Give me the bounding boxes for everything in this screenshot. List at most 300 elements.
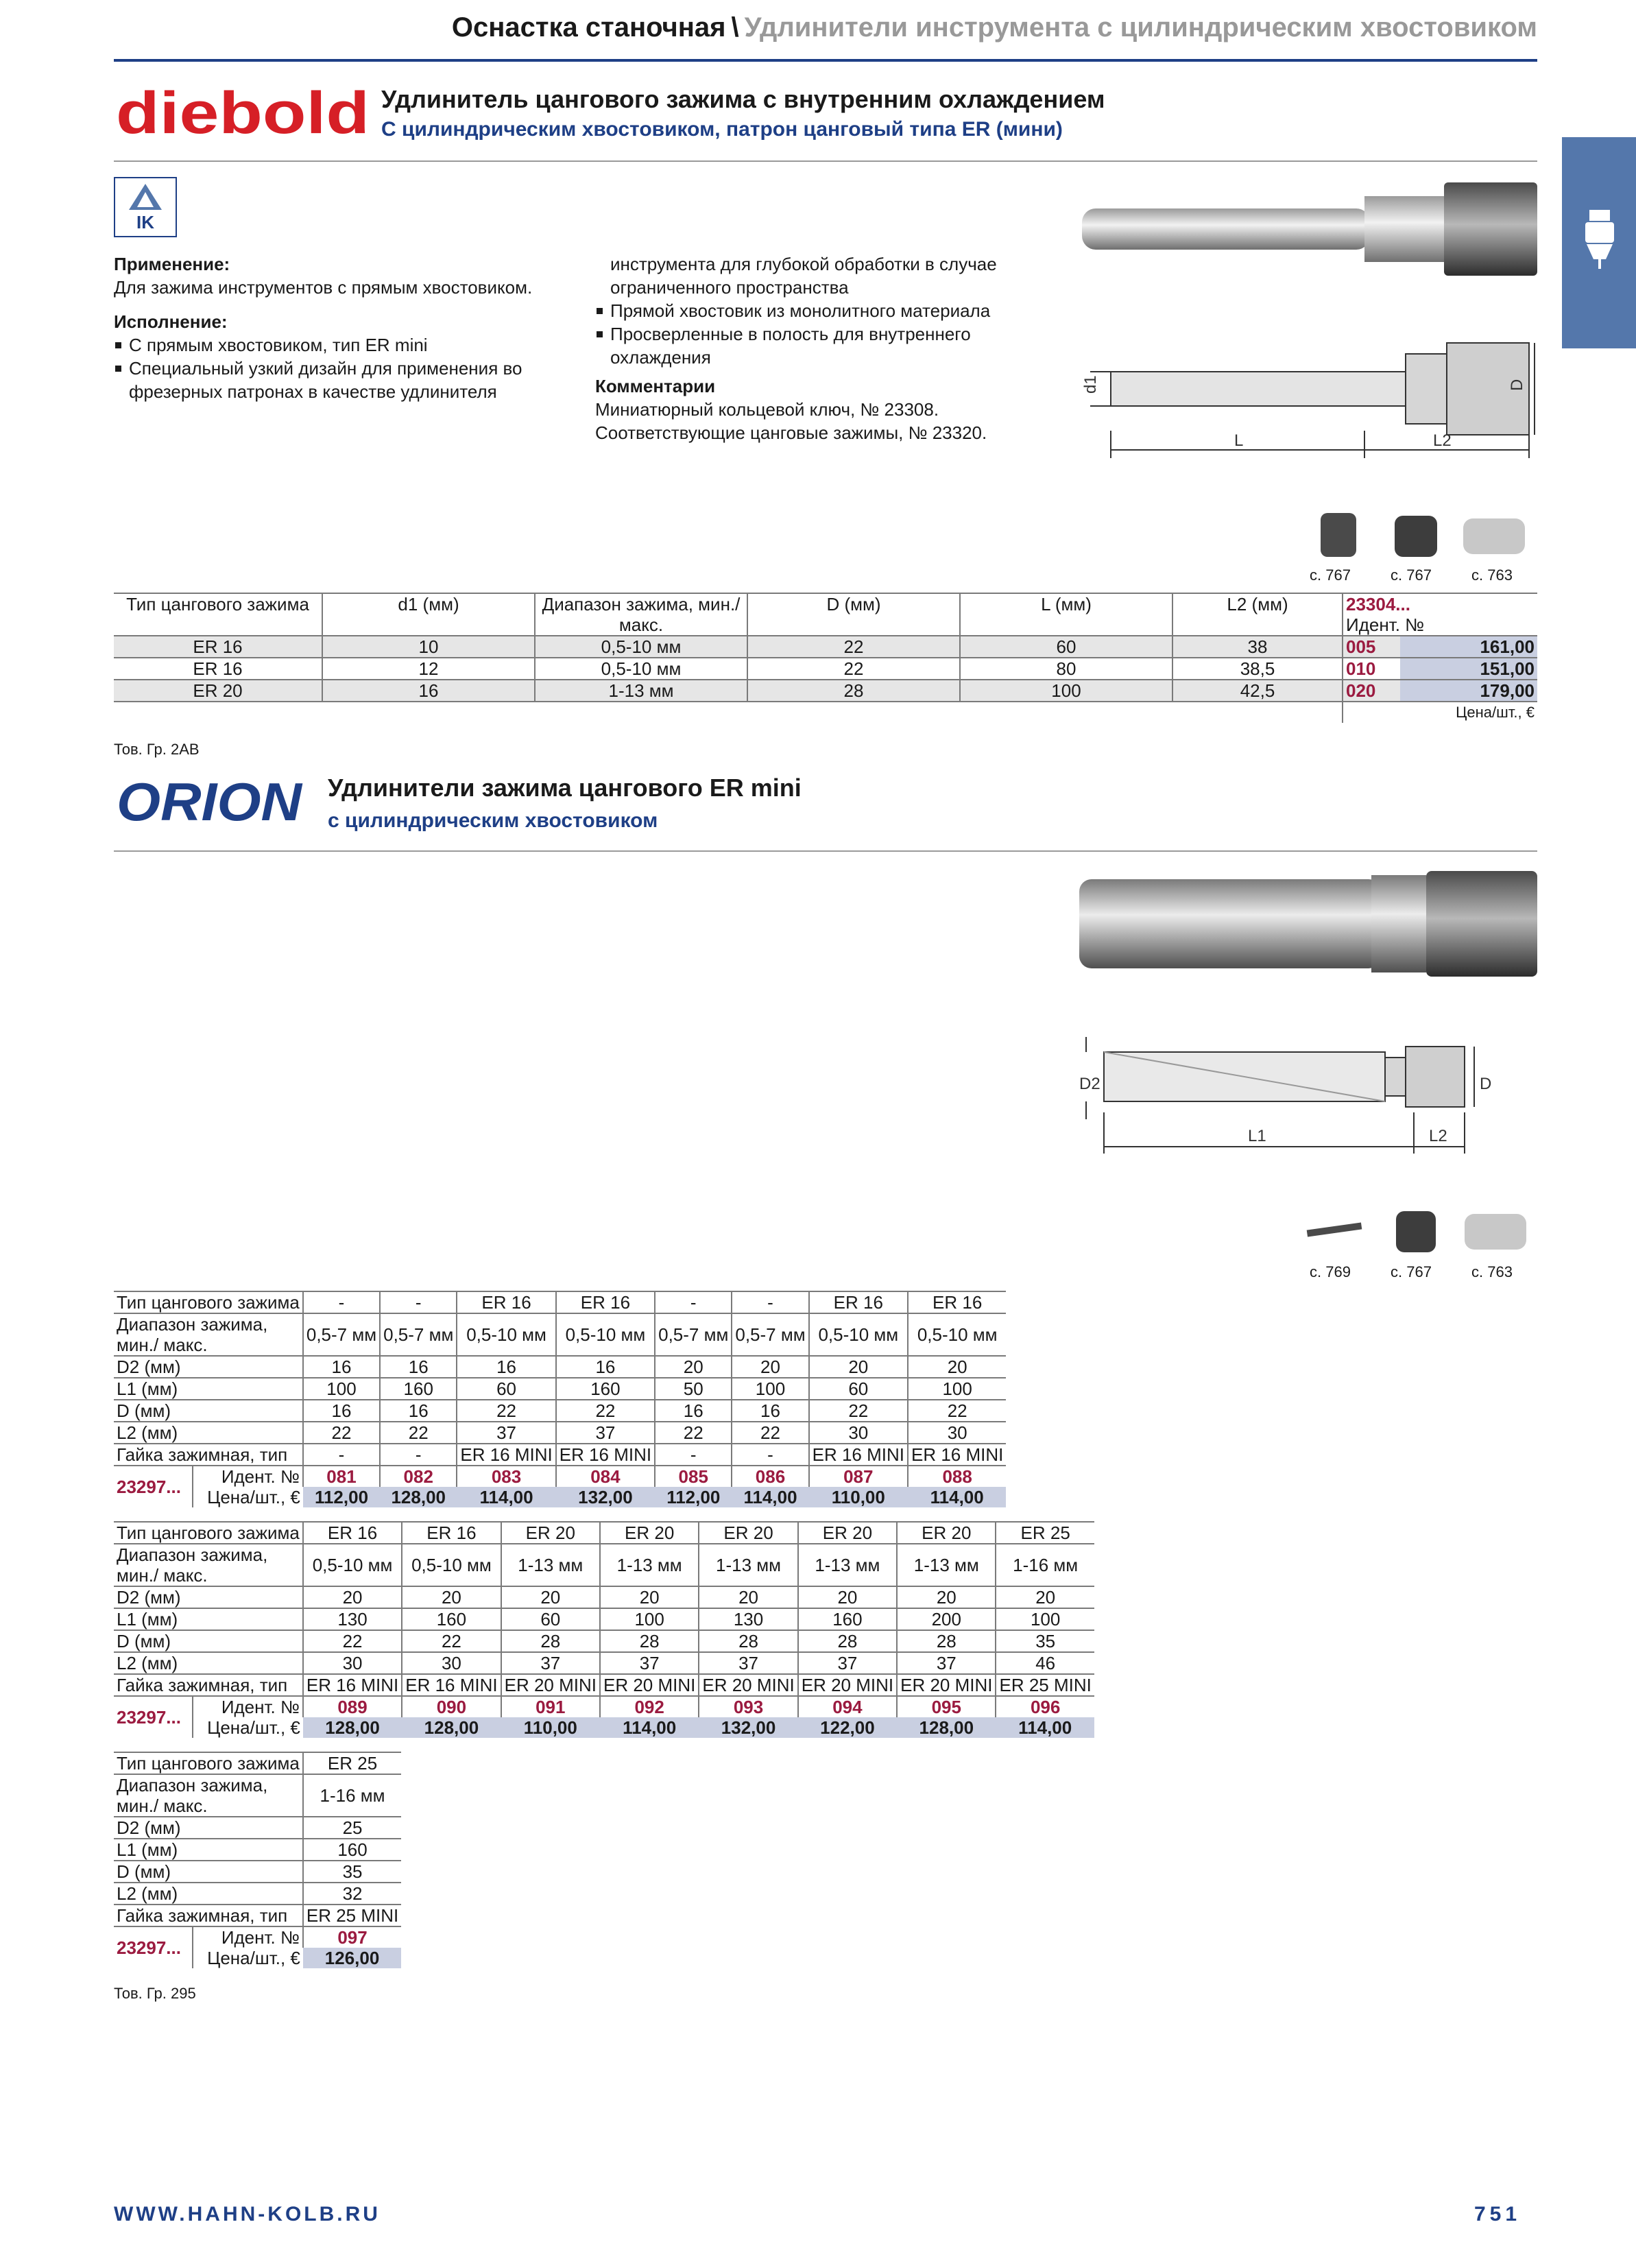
price: 114,00 (996, 1717, 1094, 1738)
dim-L2-label: L2 (1433, 431, 1452, 450)
diebold-product-drawings (1076, 170, 1537, 465)
ident-number[interactable]: 082 (380, 1466, 457, 1487)
cell-L2: 38 (1172, 636, 1343, 658)
price: 128,00 (380, 1487, 457, 1507)
table-row (114, 1883, 401, 1905)
table-row (114, 1400, 1006, 1422)
ident-number[interactable]: 095 (897, 1696, 996, 1717)
price: 151,00 (1400, 658, 1537, 680)
cell-range: 0,5-10 мм (809, 1313, 908, 1356)
cell-type: ER 25 (303, 1752, 401, 1774)
cell-l1: 60 (457, 1378, 555, 1400)
product-group: Тов. Гр. 295 (114, 1985, 196, 2002)
cell-l2: 37 (457, 1422, 555, 1444)
cell-d2: 25 (303, 1817, 401, 1839)
table-row (114, 1422, 1006, 1444)
price: 126,00 (303, 1948, 401, 1968)
dim-D-label: D (1508, 379, 1526, 391)
table-row (114, 1674, 1094, 1696)
orion-subtitle: с цилиндрическим хвостовиком (328, 809, 658, 832)
article-number: 23297... (117, 1477, 181, 1497)
cell-nut: ER 16 MINI (457, 1444, 555, 1466)
header-rule (114, 59, 1537, 62)
price: 114,00 (732, 1487, 808, 1507)
cell-d: 22 (402, 1630, 501, 1652)
cell-l2: 30 (402, 1652, 501, 1674)
cell-l1: 160 (303, 1839, 401, 1861)
row-label: Гайка зажимная, тип (117, 1905, 288, 1926)
cell-l2: 32 (303, 1883, 401, 1905)
dim-D-label: D (1480, 1075, 1492, 1093)
cell-nut: - (732, 1444, 808, 1466)
cell-range: 1-13 мм (699, 1544, 797, 1586)
cell-l1: 100 (600, 1608, 699, 1630)
cell-range: 0,5-7 мм (655, 1313, 732, 1356)
cell-nut: - (303, 1444, 380, 1466)
cell-L: 100 (960, 680, 1172, 702)
cell-l2: 37 (897, 1652, 996, 1674)
accessory-ref[interactable]: с. 769 (1310, 1263, 1351, 1280)
row-label: Гайка зажимная, тип (117, 1675, 288, 1695)
ident-label: Идент. № (193, 1926, 303, 1948)
svg-text:diebold: diebold (116, 89, 370, 140)
orion-table (114, 1291, 1006, 1507)
ident-number[interactable]: 010 (1343, 658, 1400, 680)
table-row (114, 1522, 1094, 1544)
cell-d2: 20 (600, 1586, 699, 1608)
cell-d: 28 (798, 1630, 897, 1652)
ident-row (114, 1926, 401, 1948)
col-header: L (мм) (960, 593, 1172, 636)
execution-item: Специальный узкий дизайн для применения во фрезерных патронах в качестве удлинителя (114, 357, 580, 403)
table-row (114, 680, 1537, 702)
table-row (114, 1774, 401, 1817)
col-header: Тип цангового зажима (126, 594, 309, 614)
cell-nut: ER 25 MINI (303, 1905, 401, 1926)
cell-l1: 100 (908, 1378, 1006, 1400)
row-label: L2 (мм) (117, 1653, 178, 1673)
dim-L1-label: L1 (1248, 1127, 1266, 1145)
cell-range: 0,5-10 мм (535, 636, 747, 658)
cell-nut: ER 25 MINI (996, 1674, 1094, 1696)
ident-row (114, 1466, 1006, 1487)
ik-label: IK (136, 212, 154, 232)
header-section: Оснастка станочная (451, 12, 726, 43)
cell-l2: 37 (556, 1422, 655, 1444)
cell-d2: 20 (303, 1586, 402, 1608)
cell-d2: 16 (457, 1356, 555, 1378)
cell-d2: 16 (556, 1356, 655, 1378)
price-row (114, 1487, 1006, 1507)
price: 128,00 (303, 1717, 402, 1738)
cell-range: 1-16 мм (303, 1774, 401, 1817)
cell-l1: 60 (809, 1378, 908, 1400)
diebold-title: Удлинитель цангового зажима с внутренним охлаждением (381, 85, 1105, 113)
row-label: L2 (мм) (117, 1883, 178, 1904)
cell-range: 0,5-7 мм (732, 1313, 808, 1356)
cell-d: 16 (732, 1400, 808, 1422)
application-text: Для зажима инструментов с прямым хвостовиком. (114, 277, 533, 298)
cell-d2: 20 (699, 1586, 797, 1608)
cell-d: 22 (457, 1400, 555, 1422)
price: 110,00 (809, 1487, 908, 1507)
cell-d2: 20 (798, 1586, 897, 1608)
wrench-icon[interactable] (1307, 1222, 1362, 1237)
cell-l1: 160 (380, 1378, 457, 1400)
ident-number[interactable]: 085 (655, 1466, 732, 1487)
cell-range: 0,5-7 мм (380, 1313, 457, 1356)
orion-table (114, 1752, 401, 1968)
cell-d2: 20 (996, 1586, 1094, 1608)
cell-d1: 12 (322, 658, 535, 680)
cell-type: ER 16 (303, 1522, 402, 1544)
page-number: 751 (1474, 2203, 1521, 2225)
cell-nut: ER 16 MINI (908, 1444, 1006, 1466)
cell-range: 0,5-10 мм (457, 1313, 555, 1356)
ident-number[interactable]: 086 (732, 1466, 808, 1487)
drill-chuck-icon (1562, 137, 1636, 348)
cell-nut: - (380, 1444, 457, 1466)
cell-l1: 160 (798, 1608, 897, 1630)
row-label: Тип цангового зажима (117, 1292, 300, 1313)
diebold-text-col2 (595, 252, 1048, 444)
cell-L2: 42,5 (1172, 680, 1343, 702)
section-rule (114, 850, 1537, 852)
ident-number[interactable]: 092 (600, 1696, 699, 1717)
cell-nut: ER 16 MINI (303, 1674, 402, 1696)
table-row (114, 1630, 1094, 1652)
dim-L-label: L (1234, 431, 1244, 450)
cell-l1: 130 (303, 1608, 402, 1630)
cell-l2: 22 (655, 1422, 732, 1444)
cell-range: 1-13 мм (897, 1544, 996, 1586)
cell-d: 28 (699, 1630, 797, 1652)
orion-accessories (1300, 1208, 1537, 1284)
col-header: D (мм) (747, 593, 960, 636)
accessory-ref[interactable]: с. 767 (1310, 566, 1351, 584)
price: 112,00 (303, 1487, 380, 1507)
footer-url[interactable]: WWW.HAHN-KOLB.RU (114, 2203, 381, 2225)
cell-range: 1-13 мм (798, 1544, 897, 1586)
cell-d: 22 (908, 1400, 1006, 1422)
cell-d2: 20 (501, 1586, 600, 1608)
cell-l2: 46 (996, 1652, 1094, 1674)
price-unit: Цена/шт., € (1343, 702, 1537, 723)
nut-icon[interactable] (1395, 516, 1437, 557)
row-label: D (мм) (117, 1861, 171, 1882)
price: 110,00 (501, 1717, 600, 1738)
product-group: Тов. Гр. 2АВ (114, 741, 200, 758)
application-heading: Применение: (114, 254, 230, 274)
table-row (114, 1839, 401, 1861)
cell-L2: 38,5 (1172, 658, 1343, 680)
row-label: Диапазон зажима, мин./ макс. (117, 1775, 268, 1816)
table-row (114, 1378, 1006, 1400)
cell-d1: 16 (322, 680, 535, 702)
cell-l2: 30 (809, 1422, 908, 1444)
cell-range: 1-13 мм (600, 1544, 699, 1586)
price-label: Цена/шт., € (193, 1487, 303, 1507)
price: 114,00 (908, 1487, 1006, 1507)
cell-l2: 30 (908, 1422, 1006, 1444)
cell-type: - (732, 1291, 808, 1313)
row-label: D (мм) (117, 1400, 171, 1421)
cell-l2: 22 (380, 1422, 457, 1444)
ident-number[interactable]: 090 (402, 1696, 501, 1717)
cell-type: ER 20 (798, 1522, 897, 1544)
cell-d: 28 (897, 1630, 996, 1652)
cell-nut: ER 16 MINI (402, 1674, 501, 1696)
cell-L: 80 (960, 658, 1172, 680)
orion-table (114, 1521, 1094, 1738)
cell-type: ER 16 (908, 1291, 1006, 1313)
article-number: 23304... (1346, 594, 1410, 614)
price: 132,00 (556, 1487, 655, 1507)
cell-d2: 20 (897, 1586, 996, 1608)
ident-number[interactable]: 097 (303, 1926, 401, 1948)
technical-drawing (1086, 1037, 1474, 1154)
execution-item: С прямым хвостовиком, тип ER mini (114, 333, 580, 357)
category-side-tab[interactable] (1562, 137, 1636, 348)
ident-number[interactable]: 096 (996, 1696, 1094, 1717)
nut-icon[interactable] (1396, 1211, 1436, 1252)
cell-l2: 22 (303, 1422, 380, 1444)
cell-type: - (303, 1291, 380, 1313)
cell-l1: 50 (655, 1378, 732, 1400)
cell-l2: 37 (699, 1652, 797, 1674)
table-row (114, 1313, 1006, 1356)
ik-badge (114, 177, 177, 237)
cell-d2: 20 (732, 1356, 808, 1378)
cell-l1: 160 (556, 1378, 655, 1400)
table-row (114, 1444, 1006, 1466)
diebold-accessories (1300, 513, 1537, 588)
cell-D: 22 (747, 658, 960, 680)
cell-l2: 37 (501, 1652, 600, 1674)
cell-nut: ER 20 MINI (501, 1674, 600, 1696)
price-row (114, 1717, 1094, 1738)
comments-text: Миниатюрный кольцевой ключ, № 23308. Соответствующие цанговые зажимы, № 23320. (595, 399, 987, 443)
ident-number[interactable]: 087 (809, 1466, 908, 1487)
ident-number[interactable]: 081 (303, 1466, 380, 1487)
ident-label: Идент. № (193, 1696, 303, 1717)
cell-range: 1-13 мм (535, 680, 747, 702)
cell-l1: 160 (402, 1608, 501, 1630)
row-label: Гайка зажимная, тип (117, 1444, 288, 1465)
ident-number[interactable]: 020 (1343, 680, 1400, 702)
col-header: d1 (мм) (322, 593, 535, 636)
row-label: Тип цангового зажима (117, 1753, 300, 1774)
cell-l1: 100 (732, 1378, 808, 1400)
cell-l2: 30 (303, 1652, 402, 1674)
dim-d1-label: d1 (1081, 375, 1100, 394)
cell-d: 16 (380, 1400, 457, 1422)
cell-type: ER 16 (809, 1291, 908, 1313)
ident-number[interactable]: 091 (501, 1696, 600, 1717)
dim-L2-label: L2 (1429, 1127, 1447, 1145)
row-label: L1 (мм) (117, 1609, 178, 1630)
execution-heading: Исполнение: (114, 311, 228, 332)
diebold-text-col1 (114, 252, 580, 403)
cell-l1: 60 (501, 1608, 600, 1630)
table-row (114, 1586, 1094, 1608)
price-label: Цена/шт., € (193, 1948, 303, 1968)
price: 161,00 (1400, 636, 1537, 658)
cell-d2: 20 (908, 1356, 1006, 1378)
ring-key-icon[interactable] (1321, 513, 1356, 557)
orion-product-drawings (1076, 866, 1537, 1167)
col-header: L2 (мм) (1172, 593, 1343, 636)
comments-heading: Комментарии (595, 376, 716, 396)
collet-icon[interactable] (1463, 518, 1525, 554)
page-header (114, 12, 1537, 51)
ident-number[interactable]: 084 (556, 1466, 655, 1487)
cell-range: 1-16 мм (996, 1544, 1094, 1586)
diebold-subtitle: С цилиндрическим хвостовиком, патрон цанговый типа ER (мини) (381, 118, 1063, 141)
cell-d2: 20 (655, 1356, 732, 1378)
cell-type: ER 16 (402, 1522, 501, 1544)
cell-d: 22 (556, 1400, 655, 1422)
cell-type: - (380, 1291, 457, 1313)
price: 132,00 (699, 1717, 797, 1738)
table-row (114, 636, 1537, 658)
cell-nut: ER 20 MINI (600, 1674, 699, 1696)
cell-d: 28 (600, 1630, 699, 1652)
table-row (114, 1544, 1094, 1586)
ident-number[interactable]: 088 (908, 1466, 1006, 1487)
article-number: 23297... (117, 1937, 181, 1958)
technical-drawing (1090, 343, 1535, 458)
orion-title: Удлинители зажима цангового ER mini (328, 774, 802, 802)
ident-number[interactable]: 089 (303, 1696, 402, 1717)
cell-d: 22 (809, 1400, 908, 1422)
cell-nut: ER 20 MINI (897, 1674, 996, 1696)
accessory-ref[interactable]: с. 763 (1471, 566, 1513, 584)
cell-d2: 20 (402, 1586, 501, 1608)
cell-type: ER 25 (996, 1522, 1094, 1544)
table-row (114, 1861, 401, 1883)
cell-nut: ER 20 MINI (798, 1674, 897, 1696)
cell-d: 16 (655, 1400, 732, 1422)
cell-type: ER 16 (457, 1291, 555, 1313)
orion-logo (114, 774, 313, 828)
row-label: L2 (мм) (117, 1422, 178, 1443)
table-row (114, 1905, 401, 1926)
cell-d: 28 (501, 1630, 600, 1652)
price: 128,00 (897, 1717, 996, 1738)
execution-item-continuation: инструмента для глубокой обработки в случае ограниченного пространства (610, 254, 997, 298)
row-label: Диапазон зажима, мин./ макс. (117, 1314, 268, 1355)
cell-l1: 200 (897, 1608, 996, 1630)
execution-item: Прямой хвостовик из монолитного материала (595, 299, 1048, 322)
ident-number[interactable]: 083 (457, 1466, 555, 1487)
price: 114,00 (600, 1717, 699, 1738)
diebold-logo (114, 89, 372, 140)
cell-l2: 37 (600, 1652, 699, 1674)
cell-l2: 22 (732, 1422, 808, 1444)
table-row (114, 1652, 1094, 1674)
row-label: L1 (мм) (117, 1378, 178, 1399)
cell-range: 0,5-10 мм (535, 658, 747, 680)
row-label: D2 (мм) (117, 1587, 181, 1608)
collet-icon[interactable] (1465, 1214, 1526, 1250)
cell-type: ER 20 (699, 1522, 797, 1544)
ident-number[interactable]: 093 (699, 1696, 797, 1717)
cell-type: - (655, 1291, 732, 1313)
cell-type: ER 16 (556, 1291, 655, 1313)
col-header: Диапазон зажима, мин./макс. (535, 593, 747, 636)
cell-d: 16 (303, 1400, 380, 1422)
svg-text:ORION: ORION (117, 774, 303, 828)
article-number: 23297... (117, 1707, 181, 1728)
section-rule (114, 160, 1537, 162)
accessory-ref[interactable]: с. 763 (1471, 1263, 1513, 1280)
dim-D2-label: D2 (1079, 1075, 1100, 1093)
row-label: Диапазон зажима, мин./ макс. (117, 1544, 268, 1586)
cell-range: 0,5-10 мм (402, 1544, 501, 1586)
accessory-ref[interactable]: с. 767 (1391, 566, 1432, 584)
cell-range: 0,5-10 мм (303, 1544, 402, 1586)
price: 114,00 (457, 1487, 555, 1507)
table-row (114, 1291, 1006, 1313)
ident-row (114, 1696, 1094, 1717)
cell-nut: ER 16 MINI (556, 1444, 655, 1466)
price: 179,00 (1400, 680, 1537, 702)
cell-type: ER 20 (193, 680, 243, 701)
ident-label: Идент. № (1346, 614, 1425, 635)
price: 128,00 (402, 1717, 501, 1738)
cell-D: 22 (747, 636, 960, 658)
cell-range: 0,5-7 мм (303, 1313, 380, 1356)
table-row (114, 1817, 401, 1839)
diebold-table (114, 593, 1537, 723)
row-label: L1 (мм) (117, 1839, 178, 1860)
ident-number[interactable]: 005 (1343, 636, 1400, 658)
row-label: D2 (мм) (117, 1817, 181, 1838)
cell-d: 35 (303, 1861, 401, 1883)
cell-nut: - (655, 1444, 732, 1466)
table-row (114, 1608, 1094, 1630)
row-label: D (мм) (117, 1631, 171, 1651)
cell-d2: 16 (380, 1356, 457, 1378)
cell-l1: 100 (996, 1608, 1094, 1630)
row-label: D2 (мм) (117, 1357, 181, 1377)
ident-label: Идент. № (193, 1466, 303, 1487)
header-subsection: Удлинители инструмента с цилиндрическим хвостовиком (744, 12, 1537, 43)
cell-d: 35 (996, 1630, 1094, 1652)
cell-d2: 20 (809, 1356, 908, 1378)
cell-nut: ER 20 MINI (699, 1674, 797, 1696)
cell-L: 60 (960, 636, 1172, 658)
cell-d2: 16 (303, 1356, 380, 1378)
cell-l1: 100 (303, 1378, 380, 1400)
cell-D: 28 (747, 680, 960, 702)
table-row (114, 658, 1537, 680)
table-row (114, 1752, 401, 1774)
cell-type: ER 16 (193, 636, 243, 657)
table-row (114, 1356, 1006, 1378)
cell-nut: ER 16 MINI (809, 1444, 908, 1466)
cell-l1: 130 (699, 1608, 797, 1630)
ident-number[interactable]: 094 (798, 1696, 897, 1717)
row-label: Тип цангового зажима (117, 1523, 300, 1543)
accessory-ref[interactable]: с. 767 (1391, 1263, 1432, 1280)
price-label: Цена/шт., € (193, 1717, 303, 1738)
cell-l2: 37 (798, 1652, 897, 1674)
price: 112,00 (655, 1487, 732, 1507)
cell-d: 22 (303, 1630, 402, 1652)
cell-type: ER 20 (897, 1522, 996, 1544)
